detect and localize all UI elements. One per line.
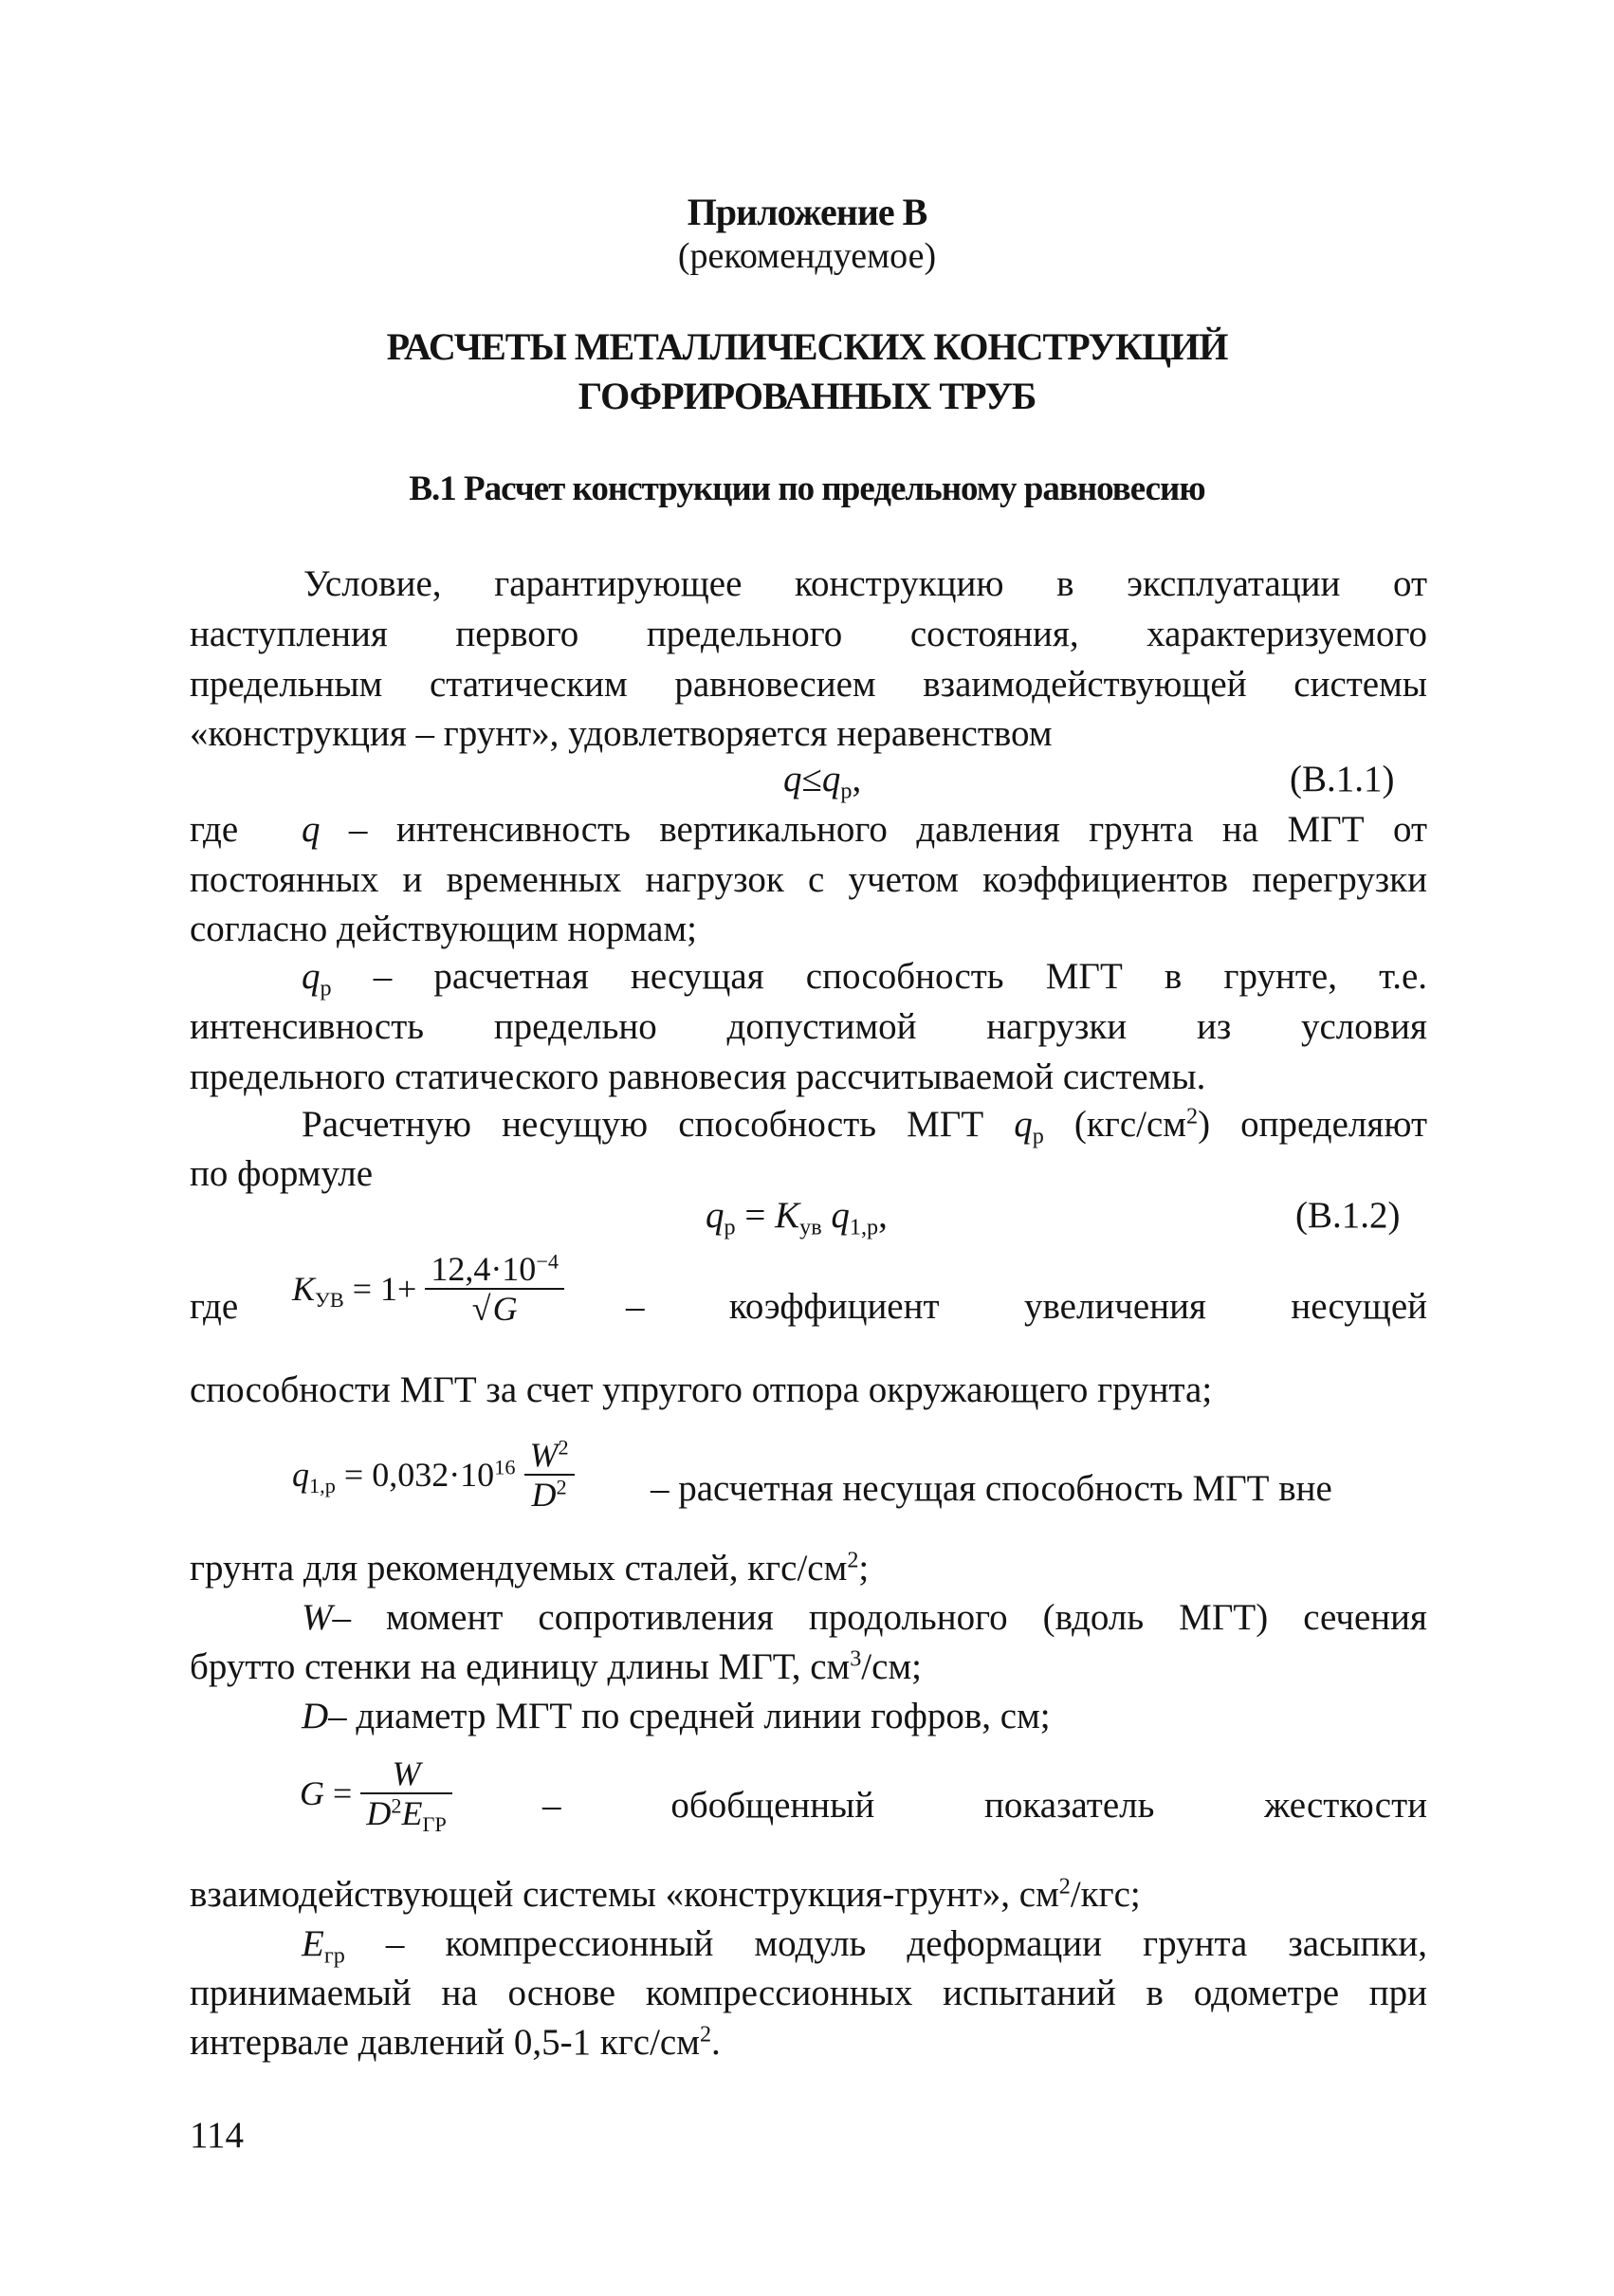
g-formula <box>300 1754 452 1837</box>
e-def-sub: гр <box>323 1942 345 1969</box>
sqrt-icon: √ <box>471 1290 491 1328</box>
where1-line2: постоянных и временных нагрузок с учетом коэффициентов перегрузки <box>190 859 1427 900</box>
g-numerator <box>360 1754 451 1792</box>
d-def-line <box>302 1692 1051 1741</box>
para1-line3: предельным статическим равновесием взаимодействующей системы <box>190 664 1427 705</box>
equation-b11-number: (В.1.1) <box>1290 759 1395 799</box>
para1-line4: «конструкция – грунт», удовлетворяется неравенством <box>190 713 1053 754</box>
d-def-symbol: D <box>302 1696 329 1736</box>
g-line2-text: взаимодействующей системы «конструкция-грунт», см <box>190 1874 1059 1915</box>
q1p-equals: = 0,032·10 <box>335 1456 495 1494</box>
qp-def-line2: интенсивность предельно допустимой нагрузки из условия <box>190 1006 1427 1047</box>
kuv-numerator <box>425 1250 564 1288</box>
w-def-text: – момент сопротивления продольного (вдоль МГТ) сечения <box>332 1597 1427 1638</box>
qp-def-sub: р <box>320 975 332 1001</box>
w-def-line2-end: /см; <box>861 1646 922 1687</box>
equation-b12-number: (В.1.2) <box>1295 1195 1401 1236</box>
e-def-line1 <box>302 1919 1427 1969</box>
eq2-k-symbol: K <box>775 1195 800 1236</box>
g-line2-end: /кгс; <box>1070 1874 1141 1915</box>
w-def-line1 <box>302 1593 1427 1643</box>
w-def-line2 <box>190 1643 922 1692</box>
appendix-heading-line1: РАСЧЕТЫ МЕТАЛЛИЧЕСКИХ КОНСТРУКЦИЙ <box>386 325 1228 368</box>
eq2-equals: = <box>735 1195 776 1236</box>
g-denominator <box>360 1792 451 1837</box>
qp-def-q-symbol: q <box>302 956 321 997</box>
e-def-line3-end: . <box>711 2022 721 2063</box>
page-number: 114 <box>190 2115 245 2156</box>
q1p-text-line1: – расчетная несущая способность МГТ вне <box>651 1468 1332 1509</box>
d-def-text: – диаметр МГТ по средней линии гофров, см; <box>328 1696 1051 1736</box>
g-den-e-sub: ГР <box>422 1812 447 1837</box>
q1p-line2-text: грунта для рекомендуемых сталей, кгс/см <box>190 1548 848 1589</box>
g-den-d: D <box>366 1794 392 1832</box>
g-den-e: E <box>401 1794 423 1832</box>
para2-line1 <box>302 1100 1427 1149</box>
qp-def-line1 <box>302 952 1427 1001</box>
where1-text: – интенсивность вертикального давления грунта на МГТ от <box>320 809 1427 850</box>
qp-def-text: – расчетная несущая способность МГТ в грунте, т.е. <box>331 956 1427 997</box>
g-equals: = <box>324 1774 353 1812</box>
where1-line3: согласно действующим нормам; <box>190 909 697 949</box>
para1-line2: наступления первого предельного состояния, характеризуемого <box>190 614 1427 654</box>
q1p-formula <box>292 1436 575 1514</box>
kuv-text-line1: – коэффициент увеличения несущей <box>626 1286 1427 1327</box>
eq2-k-sub: ув <box>799 1214 822 1240</box>
kuv-formula <box>292 1250 564 1328</box>
eq1-q-symbol: q <box>783 759 802 799</box>
eq1-qp-symbol: q <box>821 759 841 799</box>
equation-b12 <box>706 1191 888 1240</box>
kuv-text-line2: способности МГТ за счет упругого отпора окружающего грунта; <box>190 1369 1213 1410</box>
appendix-title: Приложение В <box>687 191 927 233</box>
para2-text3: ) определяют <box>1198 1104 1428 1145</box>
q1p-text-line2 <box>190 1544 869 1593</box>
kuv-num-exp: −4 <box>536 1249 559 1274</box>
kuv-k-symbol: K <box>292 1270 316 1308</box>
para2-sup: 2 <box>1185 1103 1199 1130</box>
para2-sub: р <box>1032 1123 1044 1149</box>
where1-q-symbol: q <box>302 809 321 850</box>
appendix-heading-line2: ГОФРИРОВАННЫХ ТРУБ <box>578 375 1036 417</box>
where-label-1: где <box>190 809 239 850</box>
q1p-num-exp: 2 <box>558 1435 569 1460</box>
eq2-comma: , <box>878 1195 888 1236</box>
eq2-q1-sub: 1,р <box>849 1214 879 1240</box>
e-def-line2: принимаемый на основе компрессионных испытаний в одометре при <box>190 1973 1427 2013</box>
where-label-2: где <box>190 1286 239 1327</box>
kuv-den-g: G <box>492 1290 518 1328</box>
equation-b11 <box>783 755 861 804</box>
section-title: В.1 Расчет конструкции по предельному равновесию <box>409 469 1205 508</box>
qp-def-line3: предельного статического равновесия рассчитываемой системы. <box>190 1056 1206 1097</box>
kuv-k-sub: УВ <box>315 1288 344 1313</box>
kuv-num-text: 12,4·10 <box>431 1250 537 1288</box>
q1p-exp: 16 <box>494 1455 516 1479</box>
e-def-line3-sup: 2 <box>699 2021 712 2048</box>
q1p-line2-end: ; <box>858 1548 870 1589</box>
g-den-d-exp: 2 <box>391 1793 402 1818</box>
eq2-q-symbol: q <box>706 1195 724 1236</box>
eq1-p-sub: р <box>840 778 853 804</box>
q1p-denominator <box>524 1474 575 1514</box>
q1p-numerator <box>524 1436 575 1474</box>
e-def-line3 <box>190 2018 721 2067</box>
kuv-equals: = 1+ <box>343 1270 417 1308</box>
e-def-symbol: E <box>302 1923 324 1964</box>
e-def-line3-text: интервале давлений 0,5-1 кгс/см <box>190 2022 700 2063</box>
eq2-q-sub: р <box>724 1214 736 1240</box>
q1p-q-symbol: q <box>292 1456 309 1494</box>
w-def-line2-sup: 3 <box>850 1645 862 1672</box>
para2-text1: Расчетную несущую способность МГТ <box>302 1104 1015 1145</box>
g-line2-sup: 2 <box>1058 1873 1071 1900</box>
w-def-line2-text: брутто стенки на единицу длины МГТ, см <box>190 1646 851 1687</box>
q1p-sub: 1,p <box>309 1474 336 1498</box>
g-text-line2 <box>190 1870 1141 1919</box>
g-num-w: W <box>392 1754 421 1792</box>
para2-text2: (кгс/см <box>1043 1104 1186 1145</box>
eq1-le-symbol: ≤ <box>801 759 822 799</box>
q1p-num-w: W <box>529 1436 559 1474</box>
g-symbol: G <box>300 1774 324 1812</box>
q1p-line2-sup: 2 <box>847 1547 859 1573</box>
g-text-line1: – обобщенный показатель жесткости <box>542 1785 1427 1826</box>
q1p-den-d: D <box>531 1476 557 1514</box>
where1-line1 <box>302 805 1427 854</box>
q1p-fraction <box>524 1436 575 1514</box>
eq1-comma: , <box>852 759 862 799</box>
para2-q-symbol: q <box>1014 1104 1033 1145</box>
g-fraction <box>360 1754 451 1837</box>
w-def-symbol: W <box>302 1597 333 1638</box>
kuv-fraction <box>425 1250 564 1328</box>
para2-line2: по формуле <box>190 1153 374 1194</box>
kuv-denominator <box>425 1288 564 1328</box>
para1-line1: Условие, гарантирующее конструкцию в эксплуатации от <box>303 563 1427 604</box>
q1p-den-exp: 2 <box>556 1475 567 1499</box>
eq2-q1-symbol: q <box>831 1195 850 1236</box>
e-def-text: – компрессионный модуль деформации грунта засыпки, <box>344 1923 1427 1964</box>
appendix-subtitle: (рекомендуемое) <box>677 236 937 276</box>
